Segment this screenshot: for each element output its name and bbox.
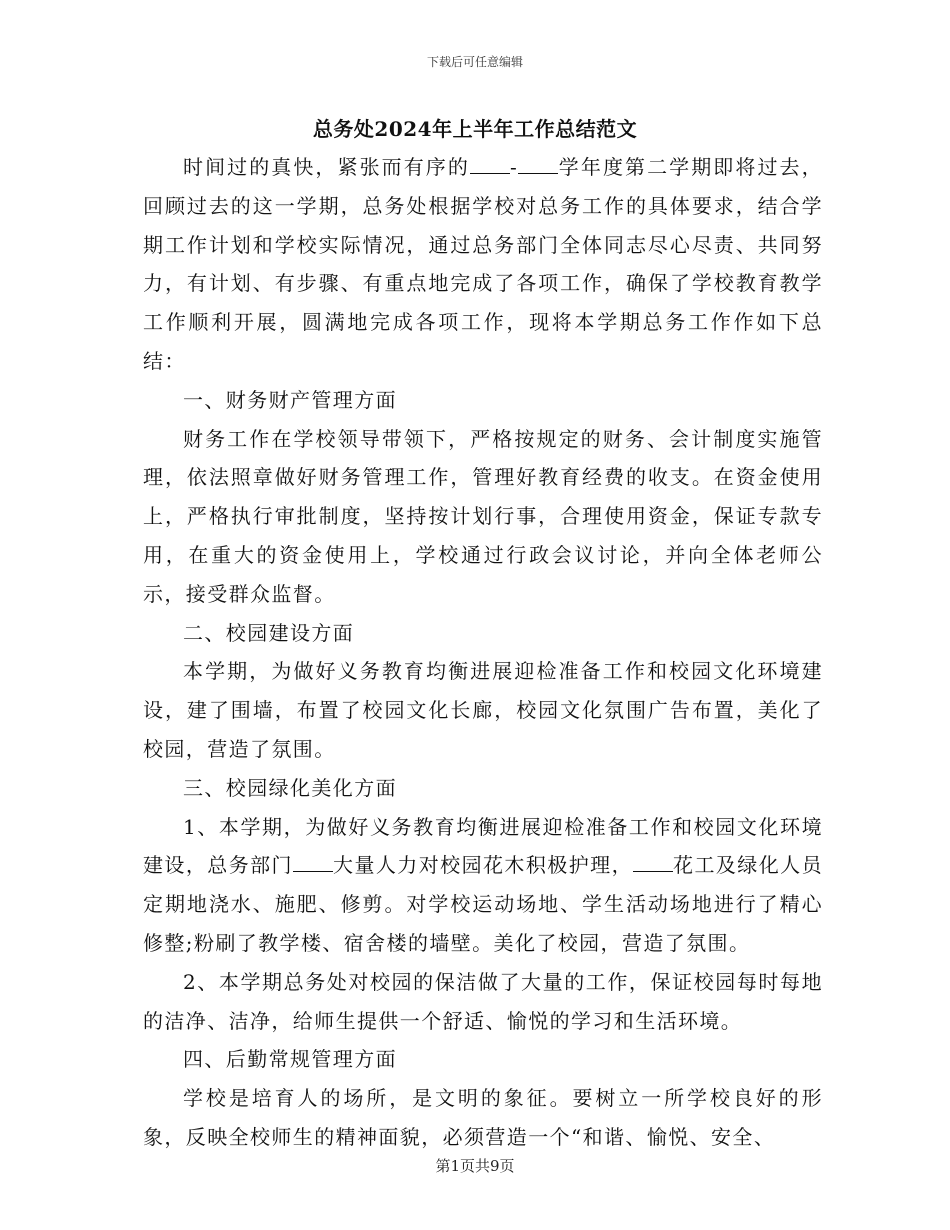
finance-paragraph: 财务工作在学校领导带领下，严格按规定的财务、会计制度实施管理，依法照章做好财务管理工作，管理好教育经费的收支。在资金使用上，严格执行审批制度，坚持按计划行事，合理使用资金，保证专款专用，在重大的资金使用上，学校通过行政会议讨论，并向全体老师公示，接受群众监督。 bbox=[143, 426, 823, 606]
greening-paragraph-2: 2、本学期总务处对校园的保洁做了大量的工作，保证校园每时每地的洁净、洁净，给师生提供一个舒适、愉悦的学习和生活环境。 bbox=[143, 969, 823, 1033]
section-heading-campus-construction: 二、校园建设方面 bbox=[183, 620, 355, 645]
greening-text-2: 大量人力对校园花木积极护理， bbox=[333, 853, 633, 878]
blank-line bbox=[518, 155, 558, 174]
header-note: 下载后可任意编辑 bbox=[426, 55, 523, 69]
document-title: 总务处2024年上半年工作总结范文 bbox=[312, 117, 638, 141]
blank-line bbox=[293, 853, 333, 872]
intro-text-1: 时间过的真快，紧张而有序的 bbox=[183, 155, 470, 179]
intro-text-2: 学年度第二学期即将过去，回顾过去的这一学期，总务处根据学校对总务工作的具体要求，结合学期工作计划和学校实际情况，通过总务部门全体同志尽心尽责、共同努力，有计划、有步骤、有重点地完成了各项工作，确保了学校教育教学工作顺利开展，圆满地完成各项工作，现将本学期总务工作作如下总结： bbox=[143, 155, 823, 373]
intro-dash: - bbox=[509, 155, 519, 179]
section-heading-finance: 一、财务财产管理方面 bbox=[183, 387, 397, 412]
page-footer: 第1页共9页 bbox=[435, 1157, 515, 1175]
blank-line bbox=[633, 853, 673, 872]
intro-paragraph bbox=[143, 148, 823, 381]
document-body bbox=[143, 148, 823, 1157]
blank-line bbox=[470, 155, 510, 174]
greening-text-1: 1、本学期，为做好义务教育均衡进展迎检准备工作和校园文化环境建设，总务部门 bbox=[143, 814, 823, 878]
greening-paragraph-1 bbox=[143, 808, 823, 963]
section-heading-logistics: 四、后勤常规管理方面 bbox=[183, 1047, 397, 1072]
campus-construction-paragraph: 本学期，为做好义务教育均衡进展迎检准备工作和校园文化环境建设，建了围墙，布置了校园文化长廊，校园文化氛围广告布置，美化了校园，营造了氛围。 bbox=[143, 659, 823, 761]
section-heading-greening: 三、校园绿化美化方面 bbox=[183, 775, 397, 800]
logistics-paragraph: 学校是培育人的场所，是文明的象征。要树立一所学校良好的形象，反映全校师生的精神面貌，必须营造一个“和谐、愉悦、安全、 bbox=[143, 1086, 823, 1149]
greening-text-3: 花工及绿化人员定期地浇水、施肥、修剪。对学校运动场地、学生活动场地进行了精心修整;粉刷了教学楼、宿舍楼的墙壁。美化了校园，营造了氛围。 bbox=[143, 853, 823, 955]
